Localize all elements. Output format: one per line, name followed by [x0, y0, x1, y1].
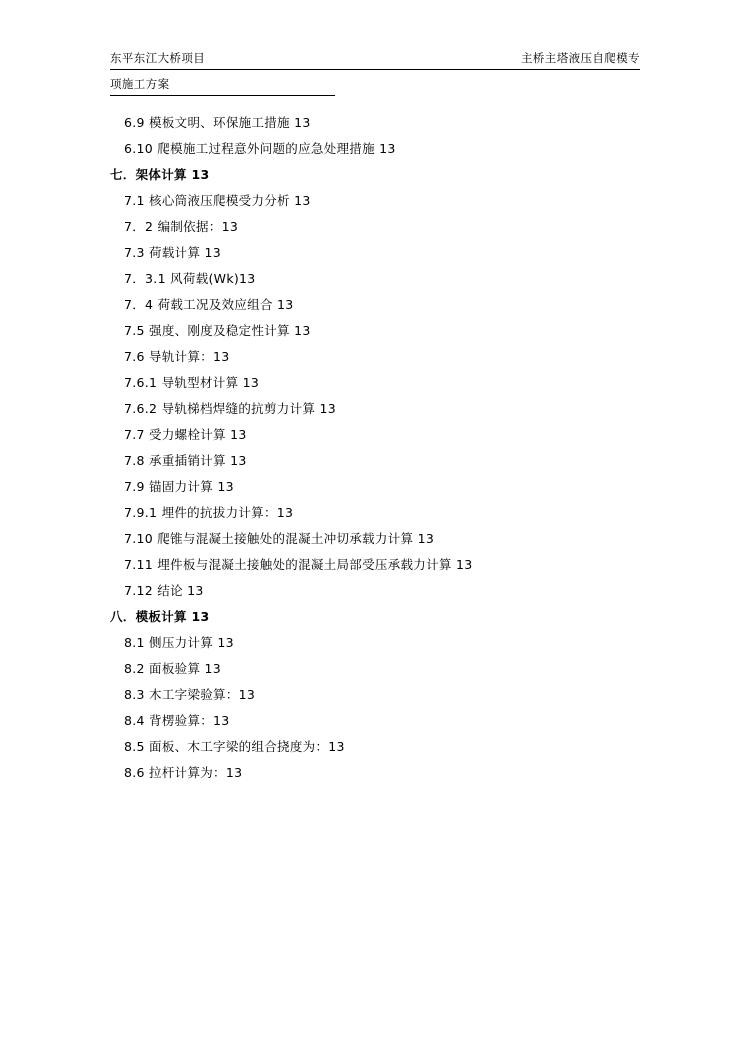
page-header [110, 48, 640, 68]
toc-entry[interactable]: 7.9 锚固力计算 13 [124, 479, 234, 494]
table-of-contents [110, 110, 640, 786]
toc-entry[interactable]: 7.9.1 埋件的抗拔力计算：13 [124, 505, 294, 520]
toc-entry[interactable]: 7.11 埋件板与混凝土接触处的混凝土局部受压承载力计算 13 [124, 557, 473, 572]
toc-entry[interactable]: 7.12 结论 13 [124, 583, 204, 598]
toc-entry[interactable]: 7.3 荷载计算 13 [124, 245, 222, 260]
toc-entry[interactable]: 七．架体计算 13 [110, 167, 210, 182]
header-right-text: 主桥主塔液压自爬模专 [521, 51, 640, 65]
header-second-line: 项施工方案 [110, 77, 170, 91]
toc-entry[interactable]: 8.3 木工字梁验算：13 [124, 687, 256, 702]
toc-entry[interactable]: 8.5 面板、木工字梁的组合挠度为：13 [124, 739, 345, 754]
toc-entry[interactable]: 8.2 面板验算 13 [124, 661, 222, 676]
toc-entry[interactable]: 7.7 受力螺栓计算 13 [124, 427, 247, 442]
toc-entry[interactable]: 7．2 编制依据：13 [124, 219, 239, 234]
toc-entry[interactable]: 7.6 导轨计算：13 [124, 349, 230, 364]
toc-entry[interactable]: 7.1 核心筒液压爬模受力分析 13 [124, 193, 311, 208]
toc-entry[interactable]: 7.5 强度、刚度及稳定性计算 13 [124, 323, 311, 338]
toc-entry[interactable]: 7.10 爬锥与混凝土接触处的混凝土冲切承载力计算 13 [124, 531, 435, 546]
toc-entry[interactable]: 八．模板计算 13 [110, 609, 210, 624]
header-left-text: 东平东江大桥项目 [110, 51, 206, 65]
toc-entry[interactable]: 7.6.2 导轨梯档焊缝的抗剪力计算 13 [124, 401, 336, 416]
toc-entry[interactable]: 7.8 承重插销计算 13 [124, 453, 247, 468]
toc-entry[interactable]: 8.6 拉杆计算为：13 [124, 765, 243, 780]
page-content [110, 48, 640, 786]
toc-entry[interactable]: 7.6.1 导轨型材计算 13 [124, 375, 260, 390]
toc-entry[interactable]: 6.10 爬模施工过程意外问题的应急处理措施 13 [124, 141, 396, 156]
toc-entry[interactable]: 6.9 模板文明、环保施工措施 13 [124, 115, 311, 130]
toc-entry[interactable]: 8.1 侧压力计算 13 [124, 635, 234, 650]
toc-entry[interactable]: 7．3.1 风荷载(Wk)13 [124, 271, 256, 286]
toc-entry[interactable]: 7．4 荷载工况及效应组合 13 [124, 297, 294, 312]
header-divider-second [110, 95, 335, 96]
toc-entry[interactable]: 8.4 背楞验算：13 [124, 713, 230, 728]
